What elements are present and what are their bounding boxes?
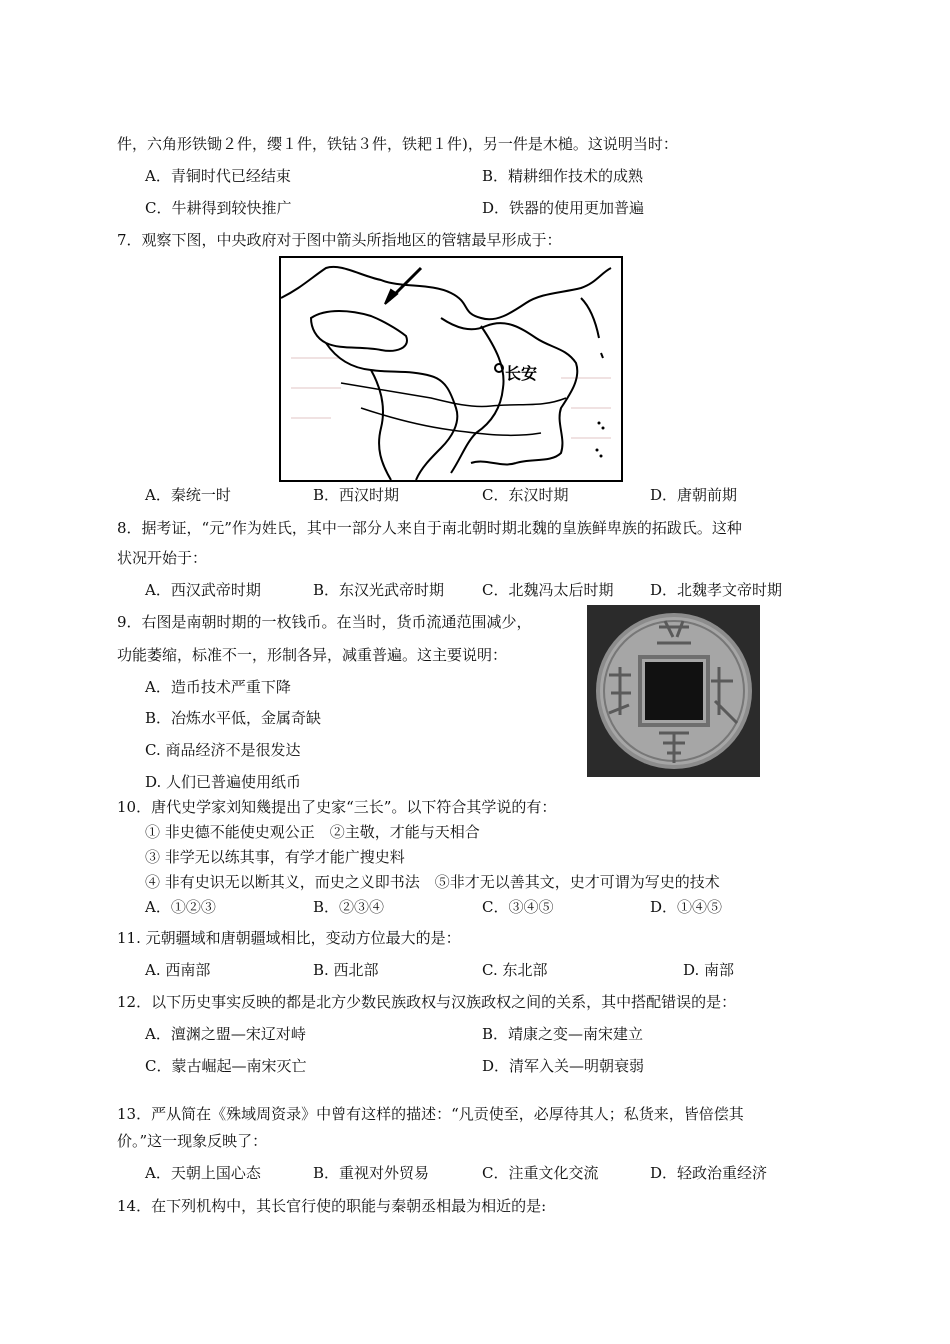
- q8-option-c: C．北魏冯太后时期: [482, 581, 614, 599]
- q7-option-c: C．东汉时期: [482, 486, 569, 504]
- coin-drawing: [587, 605, 760, 777]
- q11-option-a: A. 西南部: [145, 961, 211, 979]
- coin-square-hole: [645, 662, 703, 720]
- q12-option-d: D．清军入关—明朝衰弱: [482, 1057, 645, 1075]
- q13-option-b: B．重视对外贸易: [313, 1164, 430, 1182]
- q10-option-c: C．③④⑤: [482, 898, 554, 916]
- q7-option-d: D．唐朝前期: [650, 486, 738, 504]
- q6-continuation: 件，六角形铁锄２件，缨１件，铁钴３件，铁耙１件)，另一件是木槌。这说明当时：: [117, 135, 678, 153]
- q8-option-d: D．北魏孝文帝时期: [650, 581, 783, 599]
- q6-option-b: B．精耕细作技术的成熟: [482, 167, 644, 185]
- q11-stem: 11. 元朝疆域和唐朝疆域相比，变动方位最大的是：: [117, 929, 461, 947]
- map-drawing: [281, 258, 621, 480]
- q10-statement-1-2: ① 非史德不能使史观公正 ②主敬，才能与天相合: [145, 823, 480, 841]
- q10-option-d: D．①④⑤: [650, 898, 723, 916]
- q9-stem-line1: 9．右图是南朝时期的一枚钱币。在当时，货币流通范围减少，: [117, 613, 532, 631]
- q14-stem: 14．在下列机构中，其长官行使的职能与秦朝丞相最为相近的是:: [117, 1197, 547, 1215]
- q11-option-c: C. 东北部: [482, 961, 548, 979]
- q13-option-c: C．注重文化交流: [482, 1164, 599, 1182]
- q13-stem-line2: 价。”这一现象反映了：: [117, 1132, 268, 1150]
- changan-label: 长安: [505, 364, 538, 383]
- q12-option-c: C．蒙古崛起—南宋灭亡: [145, 1057, 307, 1075]
- faint-background-print: [291, 358, 611, 438]
- q10-option-b: B．②③④: [313, 898, 385, 916]
- q11-option-b: B. 西北部: [313, 961, 379, 979]
- q10-stem: 10．唐代史学家刘知幾提出了史家“三长”。以下符合其学说的有：: [117, 798, 557, 816]
- q13-option-d: D．轻政治重经济: [650, 1164, 768, 1182]
- q12-stem: 12．以下历史事实反映的都是北方少数民族政权与汉族政权之间的关系，其中搭配错误的是：: [117, 993, 737, 1011]
- coin-photo: [587, 605, 760, 777]
- q9-stem-line2: 功能萎缩，标准不一，形制各异，减重普遍。这主要说明：: [117, 646, 508, 664]
- q13-option-a: A．天朝上国心态: [145, 1164, 261, 1182]
- q7-option-a: A．秦统一时: [145, 486, 231, 504]
- china-map-image: [279, 256, 623, 482]
- map-arrow-head: [385, 290, 397, 304]
- q6-option-c: C．牛耕得到较快推广: [145, 199, 292, 217]
- q7-option-b: B．西汉时期: [313, 486, 400, 504]
- q13-stem-line1: 13．严从简在《殊域周资录》中曾有这样的描述：“凡贡使至，必厚待其人；私货来，皆倍偿其: [117, 1105, 744, 1123]
- map-borders: [281, 267, 611, 480]
- q12-option-a: A．澶渊之盟—宋辽对峙: [145, 1025, 306, 1043]
- map-islands: [596, 422, 605, 458]
- q9-option-a: A．造币技术严重下降: [145, 678, 291, 696]
- q6-option-d: D．铁器的使用更加普遍: [482, 199, 645, 217]
- q7-stem: 7．观察下图，中央政府对于图中箭头所指地区的管辖最早形成于：: [117, 231, 562, 249]
- q6-option-a: A．青铜时代已经结束: [145, 167, 291, 185]
- q12-option-b: B．靖康之变—南宋建立: [482, 1025, 644, 1043]
- q10-option-a: A．①②③: [145, 898, 216, 916]
- q8-stem-line2: 状况开始于：: [117, 549, 208, 567]
- q8-stem-line1: 8．据考证，“元”作为姓氏，其中一部分人来自于南北朝时期北魏的皇族鲜卑族的拓跋氏。这种: [117, 519, 742, 537]
- q8-option-a: A．西汉武帝时期: [145, 581, 261, 599]
- q11-option-d: D. 南部: [683, 961, 735, 979]
- q9-option-c: C. 商品经济不是很发达: [145, 741, 301, 759]
- q9-option-b: B．冶炼水平低，金属奇缺: [145, 709, 322, 727]
- q10-statement-4-5: ④ 非有史识无以断其义，而史之义即书法 ⑤非才无以善其文，史才可谓为写史的技术: [145, 873, 720, 891]
- map-rivers: [341, 383, 566, 435]
- q8-option-b: B．东汉光武帝时期: [313, 581, 445, 599]
- q10-statement-3: ③ 非学无以练其事，有学才能广搜史料: [145, 848, 405, 866]
- q9-option-d: D. 人们已普遍使用纸币: [145, 773, 302, 791]
